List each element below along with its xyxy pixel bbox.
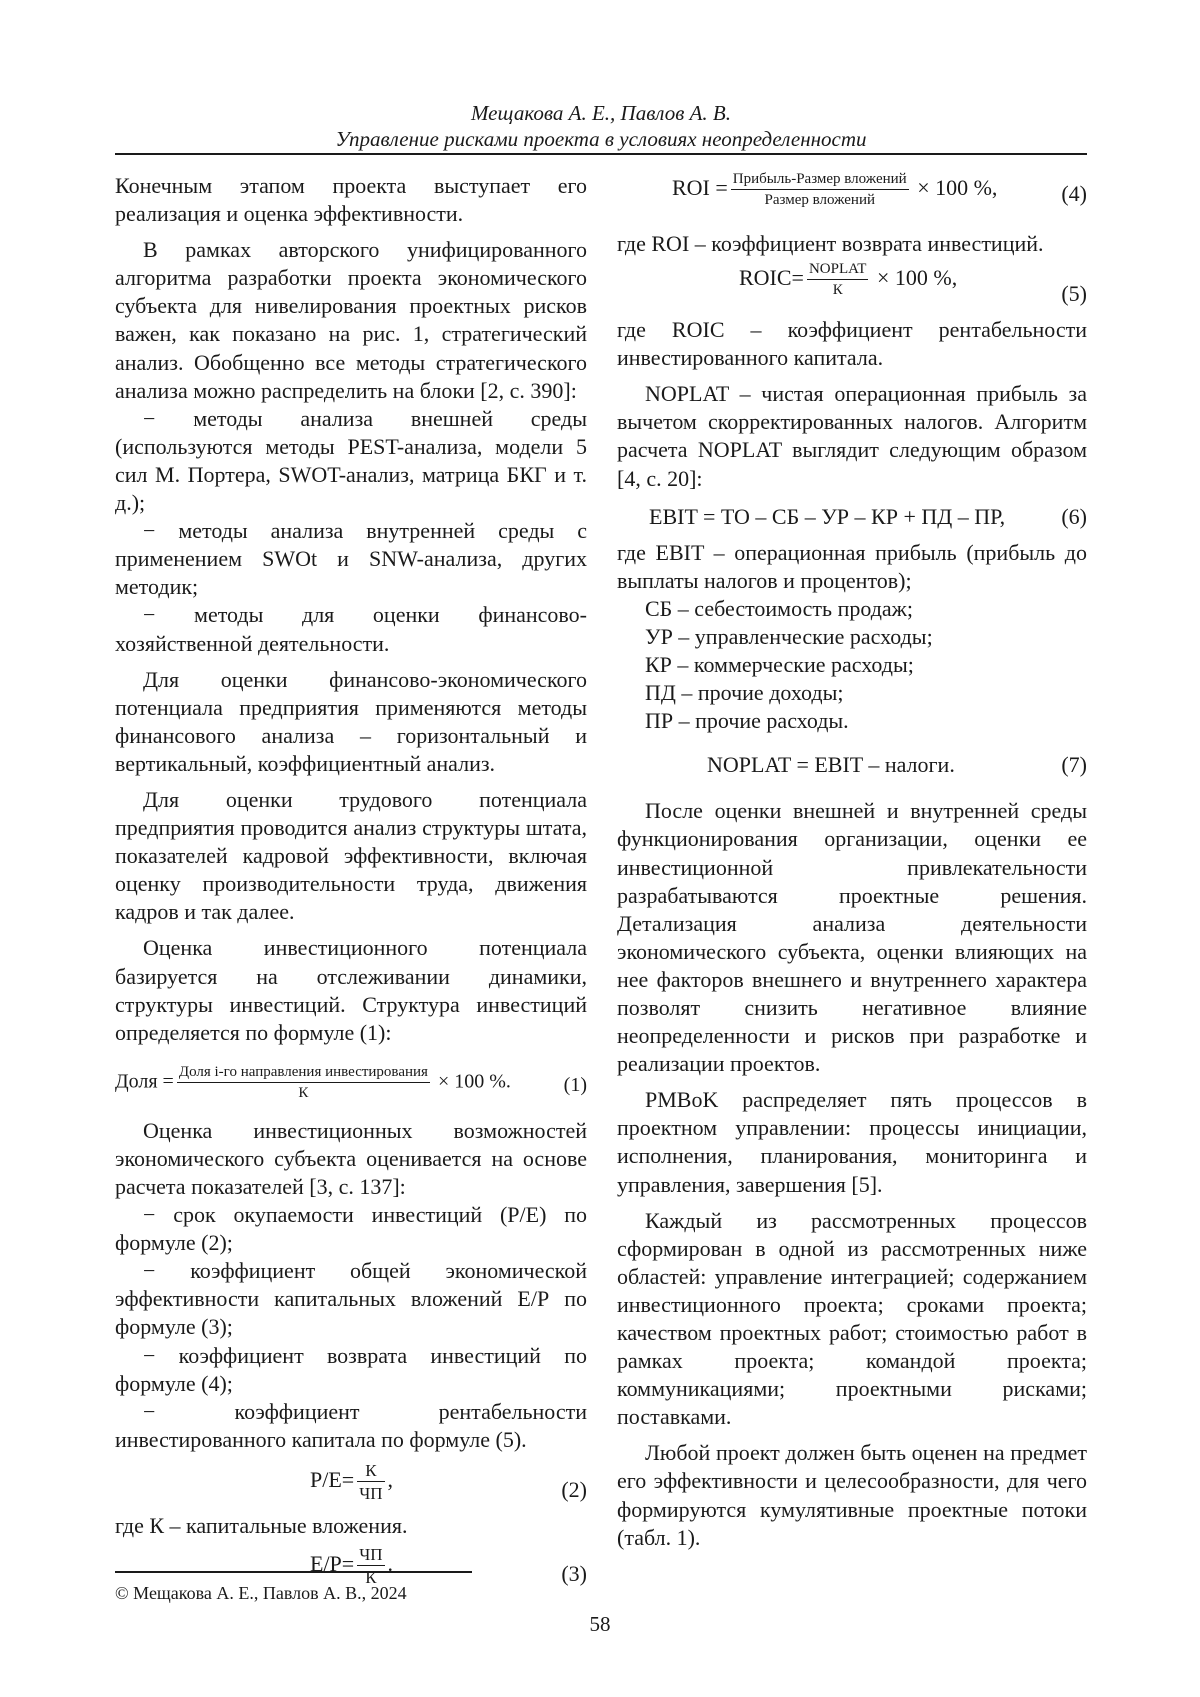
- fraction-numerator: Доля i-го направления инвестирования: [177, 1065, 430, 1083]
- formula-5: [617, 262, 1087, 316]
- formula-lhs: Е/Р=: [310, 1551, 354, 1576]
- formula-rhs: × 100 %.: [438, 1070, 511, 1092]
- fraction-denominator: К: [357, 1566, 384, 1586]
- formula-lhs: ROIC=: [739, 265, 804, 290]
- formula-1: [115, 1059, 587, 1109]
- fraction-numerator: NOPLAT: [807, 262, 869, 280]
- paragraph: Конечным этапом проекта выступает его реализация и оценка эффективности.: [115, 172, 587, 228]
- formula-expression: EBIT = ТО – СБ – УР – КР + ПД – ПР,: [649, 503, 1005, 531]
- paragraph: где EBIT – операционная прибыль (прибыль до выплаты налогов и процентов);: [617, 539, 1087, 595]
- definition-item: УР – управленческие расходы;: [617, 623, 1087, 651]
- list-item: − методы для оценки финансово-хозяйственной деятельности.: [115, 601, 587, 657]
- formula-number: (1): [564, 1071, 587, 1099]
- fraction-numerator: К: [357, 1462, 384, 1482]
- paragraph: Каждый из рассмотренных процессов сформирован в одной из рассмотренных ниже областей: управление интеграцией; содержанием инвестиционного проекта; сроками проекта; качеством проектных работ; стоимостью работ в рамках проекта; командой проекта; коммуникациями; проектными рисками; поставками.: [617, 1207, 1087, 1432]
- fraction-denominator: К: [177, 1083, 430, 1101]
- left-column: [115, 172, 587, 1596]
- formula-number: (3): [561, 1560, 587, 1588]
- paragraph: NOPLAT – чистая операционная прибыль за вычетом скорректированных налогов. Алгоритм расчета NOPLAT выглядит следующим образом [4, с. 20]:: [617, 380, 1087, 492]
- formula-number: (6): [1061, 503, 1087, 531]
- paragraph: Оценка инвестиционного потенциала базируется на отслеживании динамики, структуры инвестиций. Структура инвестиций определяется по формуле (1):: [115, 934, 587, 1046]
- formula-rhs: × 100 %,: [917, 175, 997, 200]
- definition-item: ПР – прочие расходы.: [617, 707, 1087, 735]
- fraction-denominator: Размер вложений: [731, 190, 909, 208]
- formula-lhs: ROI =: [672, 175, 728, 200]
- formula-4: [617, 172, 1087, 230]
- fraction: [357, 1546, 384, 1586]
- footnote-rule: [115, 1571, 472, 1573]
- formula-rhs: × 100 %,: [877, 265, 957, 290]
- formula-number: (2): [561, 1476, 587, 1504]
- paragraph: Любой проект должен быть оценен на предмет его эффективности и целесообразности, для чего формируются кумулятивные проектные потоки (табл. 1).: [617, 1439, 1087, 1551]
- paragraph: Оценка инвестиционных возможностей экономического субъекта оценивается на основе расчета показателей [3, с. 137]:: [115, 1117, 587, 1201]
- formula-6: [617, 499, 1087, 539]
- paragraph: Для оценки финансово-экономического потенциала предприятия применяются методы финансового анализа – горизонтальный и вертикальный, коэффициентный анализ.: [115, 666, 587, 778]
- copyright-footnote: © Мещакова А. Е., Павлов А. В., 2024: [115, 1582, 407, 1604]
- paragraph: Для оценки трудового потенциала предприятия проводится анализ структуры штата, показателей кадровой эффективности, включая оценку производительности труда, движения кадров и так далее.: [115, 786, 587, 926]
- page-number: 58: [0, 1612, 1200, 1637]
- definition-item: ПД – прочие доходы;: [617, 679, 1087, 707]
- formula-2: [115, 1462, 587, 1512]
- formula-number: (7): [1061, 751, 1087, 779]
- formula-lhs: Р/Е=: [310, 1467, 354, 1492]
- fraction-denominator: ЧП: [357, 1482, 384, 1502]
- paragraph: где ROI – коэффициент возврата инвестиций.: [617, 230, 1087, 258]
- list-item: − методы анализа внешней среды (используются методы PEST-анализа, модели 5 сил М. Портера, SWOT-анализ, матрица БКГ и т. д.);: [115, 405, 587, 517]
- fraction-numerator: ЧП: [357, 1546, 384, 1566]
- fraction: [807, 262, 869, 298]
- paragraph: После оценки внешней и внутренней среды функционирования организации, оценки ее инвестиционной привлекательности разрабатываются проектные решения. Детализация анализа деятельности экономического субъекта, оценки влияющих на нее факторов внешнего и внутреннего характера позволят снизить негативное влияние неопределенности и рисков при разработке и реализации проектов.: [617, 797, 1087, 1078]
- right-column: [617, 172, 1087, 1552]
- definition-item: КР – коммерческие расходы;: [617, 651, 1087, 679]
- header-title: Управление рисками проекта в условиях неопределенности: [115, 126, 1087, 152]
- list-item: − методы анализа внутренней среды с применением SWOt и SNW-анализа, других методик;: [115, 517, 587, 601]
- paragraph: где ROIC – коэффициент рентабельности инвестированного капитала.: [617, 316, 1087, 372]
- formula-lhs: Доля =: [115, 1070, 174, 1092]
- list-item: − коэффициент возврата инвестиций по формуле (4);: [115, 1342, 587, 1398]
- formula-rhs: ,: [388, 1467, 394, 1492]
- formula-expression: NOPLAT = EBIT – налоги.: [707, 751, 955, 779]
- paragraph: В рамках авторского унифицированного алгоритма разработки проекта экономического субъекта для нивелирования проектных рисков важен, как показано на рис. 1, стратегический анализ. Обобщенно все методы стратегического анализа можно распределить на блоки [2, с. 390]:: [115, 236, 587, 405]
- formula-number: (4): [1061, 180, 1087, 208]
- formula-7: [617, 747, 1087, 789]
- header-authors: Мещакова А. Е., Павлов А. В.: [115, 100, 1087, 126]
- list-item: − коэффициент рентабельности инвестированного капитала по формуле (5).: [115, 1398, 587, 1454]
- header-rule: [115, 153, 1087, 155]
- fraction-denominator: К: [807, 280, 869, 298]
- fraction: [357, 1462, 384, 1502]
- list-item: − срок окупаемости инвестиций (Р/Е) по формуле (2);: [115, 1201, 587, 1257]
- paragraph: где К – капитальные вложения.: [115, 1512, 587, 1540]
- formula-number: (5): [1061, 280, 1087, 308]
- list-item: − коэффициент общей экономической эффективности капитальных вложений Е/Р по формуле (3);: [115, 1257, 587, 1341]
- fraction: [731, 172, 909, 208]
- paragraph: PMBoK распределяет пять процессов в проектном управлении: процессы инициации, исполнения, планирования, мониторинга и управления, завершения [5].: [617, 1086, 1087, 1198]
- fraction-numerator: Прибыль-Размер вложений: [731, 172, 909, 190]
- fraction: [177, 1065, 430, 1101]
- formula-rhs: .: [388, 1551, 394, 1576]
- definition-item: СБ – себестоимость продаж;: [617, 595, 1087, 623]
- journal-page: [0, 0, 1200, 1697]
- running-header: [115, 100, 1087, 152]
